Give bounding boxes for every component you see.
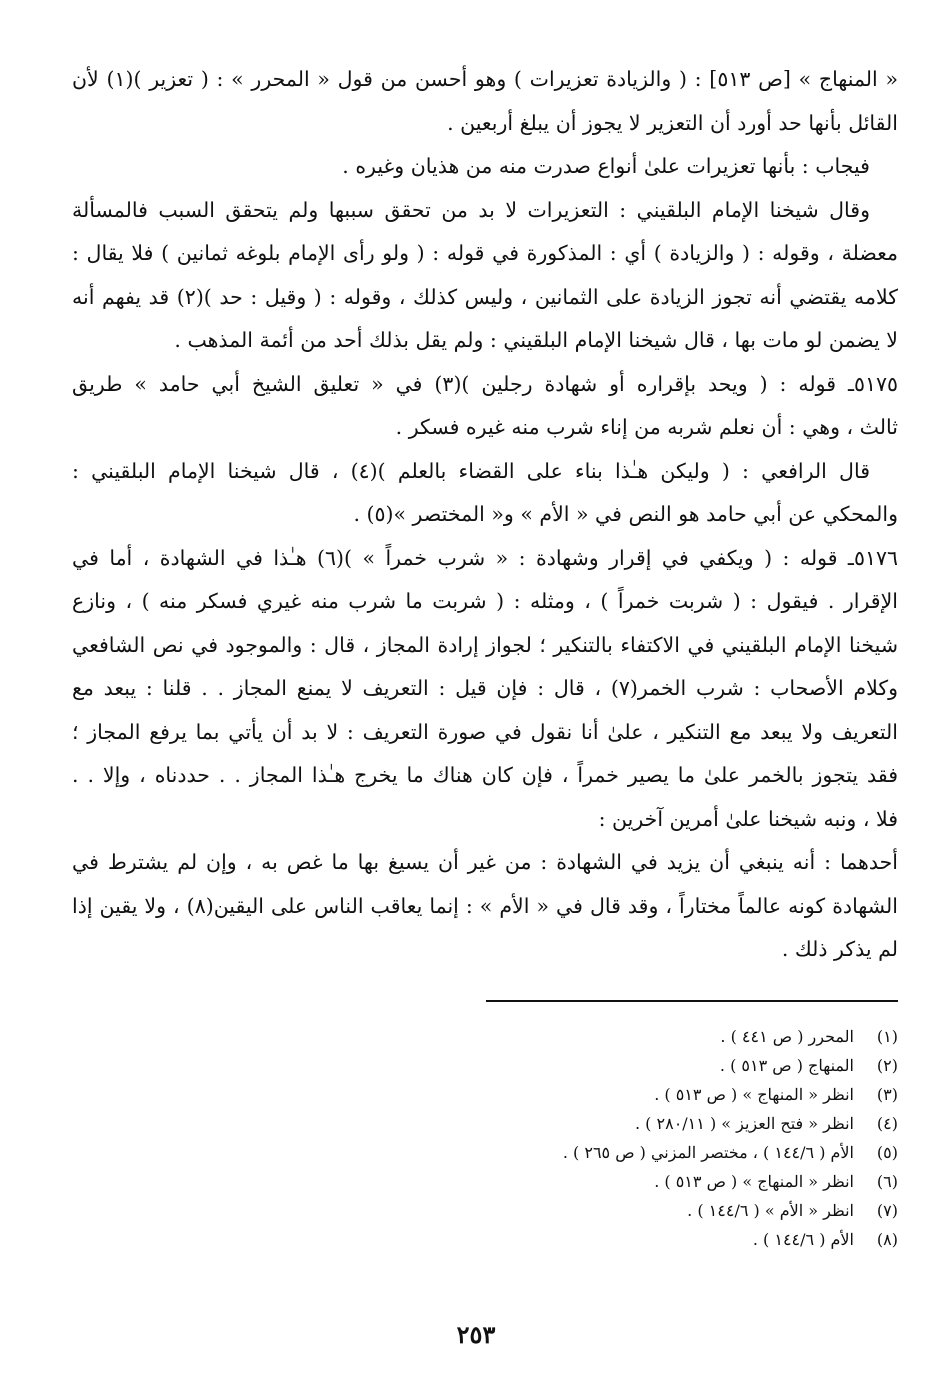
text-line: ٥١٧٥ـ قوله : ( ويحد بإقراره أو شهادة رجلين )(٣) في « تعليق الشيخ أبي حامد » طريق xyxy=(72,371,898,396)
footnote-number: (٣) xyxy=(876,1085,898,1104)
text-line: أحدهما : أنه ينبغي أن يزيد في الشهادة : من غير أن يسيغ بها ما غص به ، وإن لم يشترط في xyxy=(72,850,898,874)
footnote xyxy=(563,1196,898,1225)
text-line: شيخنا الإمام البلقيني في الاكتفاء بالتنكير ؛ لجواز إرادة المجاز ، قال : والموجود في نص الشافعي xyxy=(72,632,898,657)
text-line: لا يضمن لو مات بها ، قال شيخنا الإمام البلقيني : ولم يقل بذلك أحد من أئمة المذهب . xyxy=(174,328,898,352)
text-line: « المنهاج » [ص ٥١٣] : ( والزيادة تعزيرات ) وهو أحسن من قول « المحرر » : ( تعزير )(١) لأن xyxy=(72,67,898,91)
footnote-text: المنهاج ( ص ٥١٣ ) . xyxy=(719,1056,854,1075)
text-line: ثالث ، وهي : أن نعلم شربه من إناء شرب منه غيره فسكر . xyxy=(395,415,898,439)
footnotes xyxy=(563,1022,898,1254)
footnote-divider xyxy=(486,1000,898,1002)
footnote xyxy=(563,1138,898,1167)
footnote-number: (٧) xyxy=(876,1201,898,1220)
text-line: قال الرافعي : ( وليكن هـٰذا بناء على القضاء بالعلم )(٤) ، قال شيخنا الإمام البلقيني : xyxy=(72,458,870,483)
text-line: الشهادة كونه عالماً مختاراً ، وقد قال في « الأم » : إنما يعاقب الناس على اليقين(٨) ، ولا يقين إذا xyxy=(72,893,898,918)
footnote-text: انظر « الأم » ( ١٤٤/٦ ) . xyxy=(687,1201,854,1220)
footnote-number: (٦) xyxy=(876,1172,898,1191)
text-line: معضلة ، وقوله : ( والزيادة ) أي : المذكورة في قوله : ( ولو رأى الإمام بلوغه ثمانين ) فلا يقال : xyxy=(72,241,898,265)
page-number: ٢٥٣ xyxy=(456,1320,496,1349)
footnote-number: (٢) xyxy=(876,1056,898,1075)
text-line: القائل بأنها حد أورد أن التعزير لا يجوز أن يبلغ أربعين . xyxy=(447,110,898,135)
footnote xyxy=(563,1225,898,1254)
footnote xyxy=(563,1022,898,1051)
text-line: كلامه يقتضي أنه تجوز الزيادة على الثمانين ، وليس كذلك ، وقوله : ( وقيل : حد )(٢) قد يفهم أنه xyxy=(72,284,898,309)
text-line: التعريف ولا يبعد مع التنكير ، علىٰ أنا نقول في صورة التعريف : لا بد أن يأتي بما يرفع المجاز ؛ xyxy=(72,719,898,744)
footnote-text: المحرر ( ص ٤٤١ ) . xyxy=(720,1027,854,1046)
text-line: والمحكي عن أبي حامد هو النص في « الأم » و« المختصر »(٥) . xyxy=(353,502,898,526)
footnote-number: (٤) xyxy=(876,1114,898,1133)
footnote-number: (١) xyxy=(876,1027,898,1046)
footnote-number: (٨) xyxy=(876,1230,898,1249)
text-line: الإقرار . فيقول : ( شربت خمراً ) ، ومثله : ( شربت ما شرب منه غيري فسكر منه ) ، ونازع xyxy=(72,589,898,613)
footnote-text: انظر « المنهاج » ( ص ٥١٣ ) . xyxy=(654,1085,854,1104)
footnote xyxy=(563,1109,898,1138)
footnote-text: انظر « فتح العزيز » ( ٢٨٠/١١ ) . xyxy=(635,1114,854,1133)
text-line: وكلام الأصحاب : شرب الخمر(٧) ، قال : فإن قيل : التعريف لا يمنع المجاز . . قلنا : يبعد مع xyxy=(72,676,898,700)
main-text xyxy=(72,58,898,972)
text-line: فيجاب : بأنها تعزيرات علىٰ أنواع صدرت منه من هذيان وغيره . xyxy=(342,154,870,178)
text-line: وقال شيخنا الإمام البلقيني : التعزيرات لا بد من تحقق سببها ولم يتحقق السبب فالمسألة xyxy=(72,197,870,222)
text-line: فقد يتجوز بالخمر علىٰ ما يصير خمراً ، فإن كان هناك ما يخرج هـٰذا المجاز . . حددناه ، وإلا . . xyxy=(72,763,898,787)
text-line: لم يذكر ذلك . xyxy=(781,937,898,961)
footnote-number: (٥) xyxy=(876,1143,898,1162)
footnote-text: الأم ( ١٤٤/٦ ) . xyxy=(752,1230,854,1249)
text-line: فلا ، ونبه شيخنا علىٰ أمرين آخرين : xyxy=(598,806,898,831)
footnote-text: انظر « المنهاج » ( ص ٥١٣ ) . xyxy=(654,1172,854,1191)
footnote xyxy=(563,1080,898,1109)
footnote xyxy=(563,1167,898,1196)
text-line: ٥١٧٦ـ قوله : ( ويكفي في إقرار وشهادة : « شرب خمراً » )(٦) هـٰذا في الشهادة ، أما في xyxy=(72,545,898,570)
footnote-text: الأم ( ١٤٤/٦ ) ، مختصر المزني ( ص ٢٦٥ ) . xyxy=(562,1143,854,1162)
footnote xyxy=(563,1051,898,1080)
